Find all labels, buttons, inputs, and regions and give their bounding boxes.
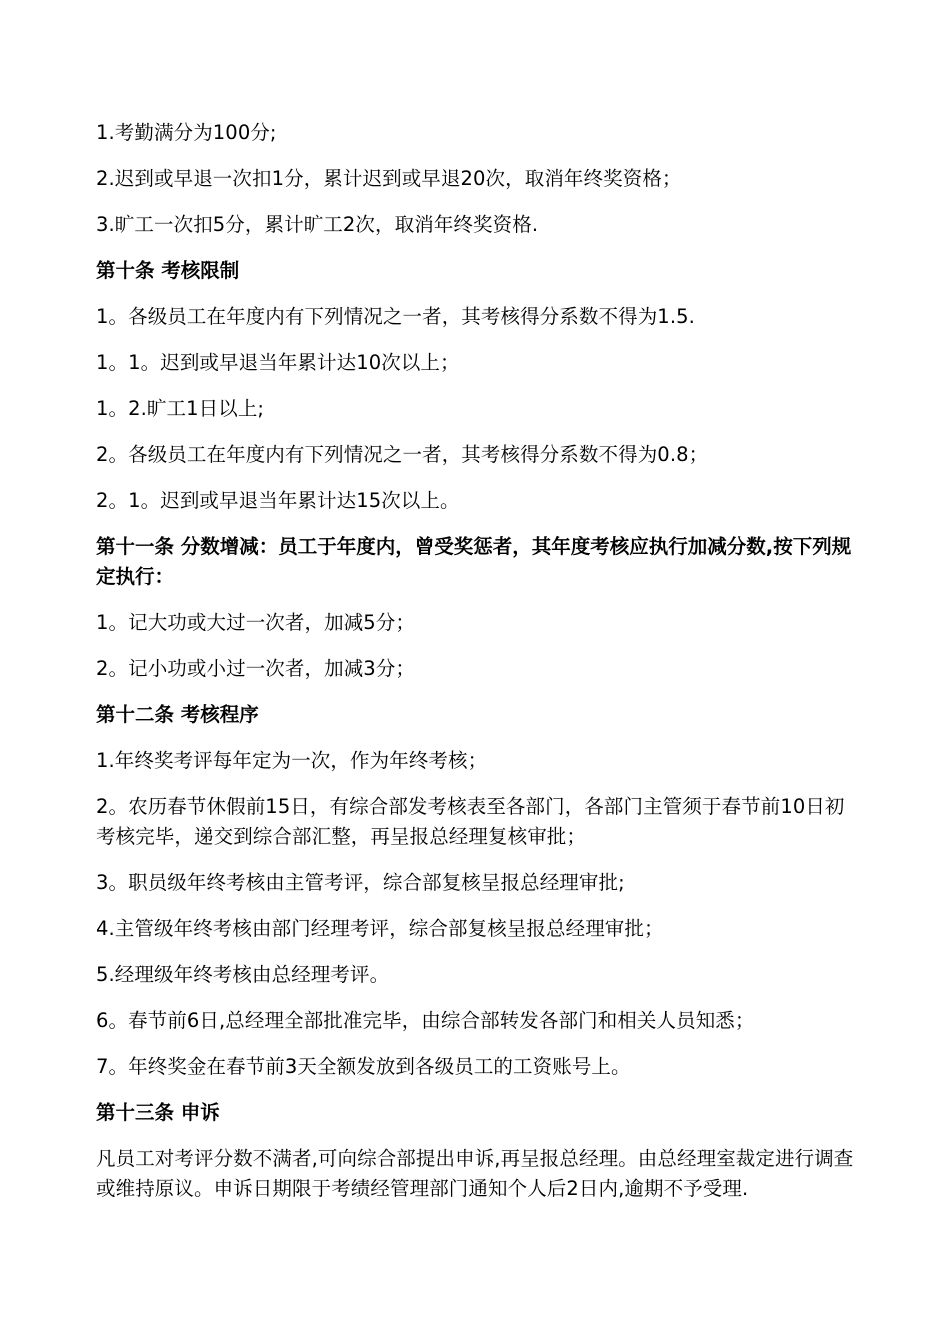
section-10-heading: 第十条 考核限制: [96, 259, 240, 282]
section-12-heading: 第十二条 考核程序: [96, 703, 259, 726]
attendance-rule-1: 1.考勤满分为100分;: [96, 121, 277, 144]
section-11-item: 1。记大功或大过一次者，加减5分；: [96, 611, 416, 634]
section-10-item: 1。1。迟到或早退当年累计达10次以上；: [96, 351, 460, 374]
attendance-rule-3: 3.旷工一次扣5分，累计旷工2次，取消年终奖资格.: [96, 213, 539, 236]
section-11-heading: 第十一条 分数增减：员工于年度内，曾受奖惩者，其年度考核应执行加减分数,按下列规定执行：: [96, 535, 852, 588]
section-12-item: 7。年终奖金在春节前3天全额发放到各级员工的工资账号上。: [96, 1055, 631, 1078]
section-12-item: 6。春节前6日,总经理全部批准完毕，由综合部转发各部门和相关人员知悉；: [96, 1009, 755, 1032]
section-12-item: 2。农历春节休假前15日，有综合部发考核表至各部门，各部门主管须于春节前10日初考核完毕，递交到综合部汇整，再呈报总经理复核审批；: [96, 795, 845, 848]
section-12-item: 4.主管级年终考核由部门经理考评，综合部复核呈报总经理审批；: [96, 917, 664, 940]
section-12-item: 1.年终奖考评每年定为一次，作为年终考核；: [96, 749, 488, 772]
section-12-item: 3。职员级年终考核由主管考评，综合部复核呈报总经理审批;: [96, 871, 625, 894]
section-13-body: 凡员工对考评分数不满者,可向综合部提出申诉,再呈报总经理。由总经理室裁定进行调查或维持原议。申诉日期限于考绩经管理部门通知个人后2日内,逾期不予受理.: [96, 1147, 854, 1200]
document-page: [96, 118, 860, 1204]
section-10-item: 1。2.旷工1日以上;: [96, 397, 265, 420]
section-12-item: 5.经理级年终考核由总经理考评。: [96, 963, 390, 986]
section-11-item: 2。记小功或小过一次者，加减3分；: [96, 657, 416, 680]
section-10-item: 2。1。迟到或早退当年累计达15次以上。: [96, 489, 460, 512]
section-13-heading: 第十三条 申诉: [96, 1101, 220, 1124]
section-10-item: 2。各级员工在年度内有下列情况之一者，其考核得分系数不得为0.8；: [96, 443, 709, 466]
attendance-rule-2: 2.迟到或早退一次扣1分，累计迟到或早退20次，取消年终奖资格；: [96, 167, 682, 190]
section-10-item: 1。各级员工在年度内有下列情况之一者，其考核得分系数不得为1.5.: [96, 305, 695, 328]
